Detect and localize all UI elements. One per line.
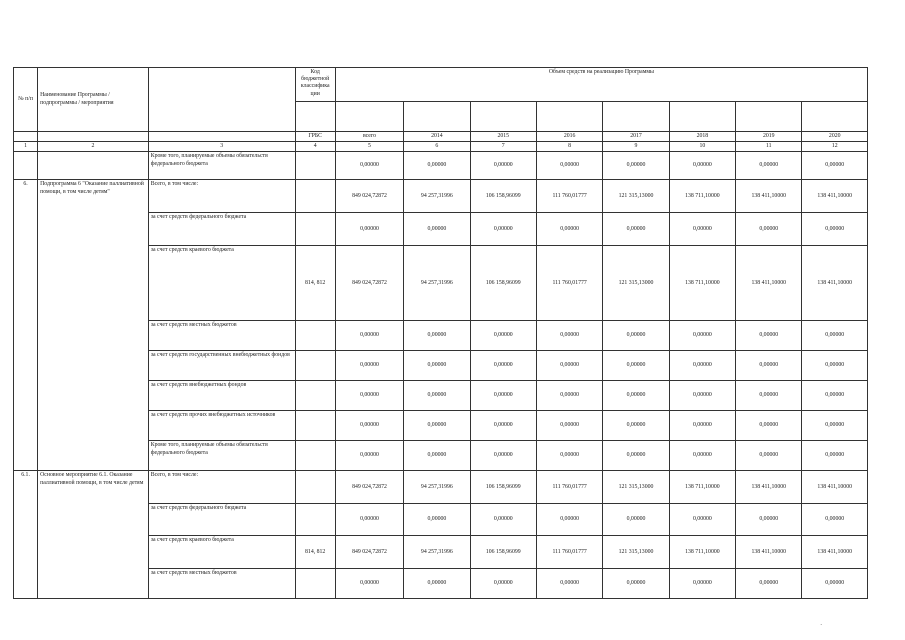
year-value-cell: 0,00000 [736, 213, 802, 246]
year-value-cell: 0,00000 [404, 321, 470, 351]
year-value-cell: 138 411,10000 [736, 180, 802, 213]
column-index-1: 1 [14, 142, 38, 152]
year-value-cell: 0,00000 [669, 351, 735, 381]
funding-source-label: за счет средств государственных внебюджетных фондов [148, 351, 295, 381]
year-value-cell: 0,00000 [669, 321, 735, 351]
year-value-cell: 106 158,96099 [470, 536, 536, 569]
year-value-cell: 0,00000 [603, 321, 669, 351]
year-value-cell: 0,00000 [603, 441, 669, 471]
year-value-cell: 0,00000 [470, 569, 536, 599]
column-index-12: 12 [802, 142, 868, 152]
subhead-empty [38, 132, 149, 142]
year-value-cell: 0,00000 [404, 381, 470, 411]
year-value-cell: 0,00000 [603, 504, 669, 536]
total-value-cell: 849 024,72872 [335, 536, 403, 569]
year-value-cell: 138 711,10000 [669, 180, 735, 213]
subhead-grbs: ГРБС [295, 132, 335, 142]
budget-code-cell [295, 569, 335, 599]
year-value-cell: 0,00000 [470, 213, 536, 246]
year-value-cell: 106 158,96099 [470, 471, 536, 504]
budget-code-cell: 814, 812 [295, 536, 335, 569]
scan-mark: · [820, 621, 823, 629]
funding-source-label: за счет средств прочих внебюджетных источников [148, 411, 295, 441]
year-value-cell: 0,00000 [802, 213, 868, 246]
year-value-cell: 0,00000 [603, 411, 669, 441]
column-index-9: 9 [603, 142, 669, 152]
year-value-cell: 0,00000 [404, 411, 470, 441]
year-value-cell: 138 411,10000 [736, 246, 802, 321]
budget-code-cell [295, 381, 335, 411]
funding-source-label: за счет средств федерального бюджета [148, 504, 295, 536]
total-value-cell: 0,00000 [335, 569, 403, 599]
year-value-cell: 121 315,13000 [603, 246, 669, 321]
subhead-empty [14, 132, 38, 142]
subhead-total: всего [335, 132, 403, 142]
total-value-cell: 849 024,72872 [335, 180, 403, 213]
subhead-year-2017: 2017 [603, 132, 669, 142]
column-index-3: 3 [148, 142, 295, 152]
year-value-cell: 111 760,01777 [536, 471, 602, 504]
subhead-year-2020: 2020 [802, 132, 868, 142]
year-value-cell: 0,00000 [404, 152, 470, 180]
column-index-11: 11 [736, 142, 802, 152]
year-value-cell: 0,00000 [603, 381, 669, 411]
year-value-cell: 0,00000 [470, 504, 536, 536]
budget-code-cell [295, 213, 335, 246]
funding-source-label: Всего, в том числе: [148, 180, 295, 213]
budget-code-cell [295, 411, 335, 441]
year-value-cell: 0,00000 [802, 569, 868, 599]
year-value-cell: 0,00000 [536, 381, 602, 411]
budget-table [13, 67, 868, 599]
total-value-cell: 0,00000 [335, 504, 403, 536]
header-year-spacer [802, 102, 868, 132]
year-value-cell: 0,00000 [536, 213, 602, 246]
year-value-cell: 94 257,31996 [404, 180, 470, 213]
year-value-cell: 94 257,31996 [404, 536, 470, 569]
funding-source-label: за счет средств краевого бюджета [148, 246, 295, 321]
year-value-cell: 0,00000 [802, 321, 868, 351]
year-value-cell: 0,00000 [669, 504, 735, 536]
year-value-cell: 0,00000 [404, 441, 470, 471]
year-value-cell: 0,00000 [669, 152, 735, 180]
year-value-cell: 0,00000 [536, 441, 602, 471]
row-number: 6. [14, 180, 38, 471]
year-value-cell: 111 760,01777 [536, 536, 602, 569]
header-year-spacer [669, 102, 735, 132]
funding-source-label: за счет средств местных бюджетов [148, 569, 295, 599]
subhead-year-2019: 2019 [736, 132, 802, 142]
year-value-cell: 0,00000 [470, 381, 536, 411]
header-year-spacer [404, 102, 470, 132]
header-year-spacer [736, 102, 802, 132]
header-program-name: Наименование Программы / подпрограммы / мероприятия [38, 68, 149, 132]
column-index-7: 7 [470, 142, 536, 152]
year-value-cell: 0,00000 [603, 152, 669, 180]
year-value-cell: 0,00000 [736, 411, 802, 441]
budget-code-cell: 814, 812 [295, 246, 335, 321]
program-name: Основное мероприятие 6.1. Оказание паллиативной помощи, в том числе детям [38, 471, 149, 599]
year-value-cell: 0,00000 [603, 351, 669, 381]
year-value-cell: 94 257,31996 [404, 471, 470, 504]
year-value-cell: 0,00000 [736, 504, 802, 536]
funding-source-label: за счет средств внебюджетных фондов [148, 381, 295, 411]
budget-code-cell [295, 180, 335, 213]
year-value-cell: 138 711,10000 [669, 536, 735, 569]
column-index-10: 10 [669, 142, 735, 152]
total-value-cell: 849 024,72872 [335, 246, 403, 321]
table-row [14, 471, 868, 504]
budget-code-cell [295, 321, 335, 351]
year-value-cell: 0,00000 [736, 381, 802, 411]
year-value-cell: 138 711,10000 [669, 246, 735, 321]
year-value-cell: 0,00000 [669, 411, 735, 441]
year-value-cell: 138 411,10000 [736, 536, 802, 569]
year-value-cell: 0,00000 [470, 321, 536, 351]
column-index-2: 2 [38, 142, 149, 152]
header-year-spacer [335, 102, 403, 132]
header-blank [148, 68, 295, 132]
subhead-year-2018: 2018 [669, 132, 735, 142]
column-index-8: 8 [536, 142, 602, 152]
year-value-cell: 111 760,01777 [536, 180, 602, 213]
subhead-empty [148, 132, 295, 142]
header-budget-code: Код бюджетной классифика ции [295, 68, 335, 102]
column-index-4: 4 [295, 142, 335, 152]
budget-code-cell [295, 504, 335, 536]
year-value-cell: 0,00000 [736, 321, 802, 351]
year-value-cell: 0,00000 [404, 213, 470, 246]
year-value-cell: 0,00000 [536, 321, 602, 351]
budget-code-cell [295, 152, 335, 180]
budget-code-cell [295, 471, 335, 504]
funding-source-label: Кроме того, планируемые объемы обязательств федерального бюджета [148, 441, 295, 471]
total-value-cell: 0,00000 [335, 411, 403, 441]
year-value-cell: 0,00000 [736, 351, 802, 381]
year-value-cell: 0,00000 [802, 351, 868, 381]
year-value-cell: 0,00000 [736, 569, 802, 599]
year-value-cell: 106 158,96099 [470, 180, 536, 213]
column-index-6: 6 [404, 142, 470, 152]
year-value-cell: 0,00000 [669, 569, 735, 599]
header-funds: Объем средств на реализацию Программы [335, 68, 867, 102]
year-value-cell: 0,00000 [404, 504, 470, 536]
subhead-year-2014: 2014 [404, 132, 470, 142]
budget-code-cell [295, 441, 335, 471]
funding-source-label: Кроме того, планируемые объемы обязательств федерального бюджета [148, 152, 295, 180]
year-value-cell: 0,00000 [470, 152, 536, 180]
year-value-cell: 106 158,96099 [470, 246, 536, 321]
header-code-spacer [295, 102, 335, 132]
year-value-cell: 0,00000 [603, 213, 669, 246]
table-row [14, 152, 868, 180]
year-value-cell: 0,00000 [536, 411, 602, 441]
year-value-cell: 138 711,10000 [669, 471, 735, 504]
budget-code-cell [295, 351, 335, 381]
year-value-cell: 0,00000 [802, 441, 868, 471]
year-value-cell: 0,00000 [802, 411, 868, 441]
subhead-year-2015: 2015 [470, 132, 536, 142]
year-value-cell: 0,00000 [536, 152, 602, 180]
subhead-year-2016: 2016 [536, 132, 602, 142]
program-name: Подпрограмма 6 "Оказание паллиативной помощи, в том числе детям" [38, 180, 149, 471]
year-value-cell: 0,00000 [404, 569, 470, 599]
funding-source-label: за счет средств федерального бюджета [148, 213, 295, 246]
year-value-cell: 0,00000 [802, 152, 868, 180]
program-name [38, 152, 149, 180]
year-value-cell: 94 257,31996 [404, 246, 470, 321]
year-value-cell: 0,00000 [669, 213, 735, 246]
year-value-cell: 138 411,10000 [802, 471, 868, 504]
year-value-cell: 0,00000 [470, 351, 536, 381]
header-year-spacer [603, 102, 669, 132]
funding-source-label: за счет средств краевого бюджета [148, 536, 295, 569]
total-value-cell: 0,00000 [335, 213, 403, 246]
column-index-5: 5 [335, 142, 403, 152]
year-value-cell: 0,00000 [536, 504, 602, 536]
year-value-cell: 0,00000 [802, 381, 868, 411]
total-value-cell: 0,00000 [335, 152, 403, 180]
header-year-spacer [536, 102, 602, 132]
year-value-cell: 0,00000 [536, 351, 602, 381]
row-number [14, 152, 38, 180]
total-value-cell: 0,00000 [335, 441, 403, 471]
year-value-cell: 138 411,10000 [802, 180, 868, 213]
row-number: 6.1. [14, 471, 38, 599]
year-value-cell: 0,00000 [802, 504, 868, 536]
year-value-cell: 121 315,13000 [603, 536, 669, 569]
funding-source-label: за счет средств местных бюджетов [148, 321, 295, 351]
funding-source-label: Всего, в том числе: [148, 471, 295, 504]
year-value-cell: 0,00000 [736, 152, 802, 180]
year-value-cell: 0,00000 [470, 441, 536, 471]
header-year-spacer [470, 102, 536, 132]
year-value-cell: 0,00000 [669, 381, 735, 411]
year-value-cell: 138 411,10000 [736, 471, 802, 504]
year-value-cell: 121 315,13000 [603, 180, 669, 213]
year-value-cell: 111 760,01777 [536, 246, 602, 321]
year-value-cell: 138 411,10000 [802, 246, 868, 321]
year-value-cell: 0,00000 [603, 569, 669, 599]
total-value-cell: 849 024,72872 [335, 471, 403, 504]
header-number: № п/п [14, 68, 38, 132]
total-value-cell: 0,00000 [335, 351, 403, 381]
table-row [14, 180, 868, 213]
year-value-cell: 138 411,10000 [802, 536, 868, 569]
total-value-cell: 0,00000 [335, 381, 403, 411]
total-value-cell: 0,00000 [335, 321, 403, 351]
year-value-cell: 121 315,13000 [603, 471, 669, 504]
year-value-cell: 0,00000 [470, 411, 536, 441]
year-value-cell: 0,00000 [536, 569, 602, 599]
year-value-cell: 0,00000 [669, 441, 735, 471]
year-value-cell: 0,00000 [404, 351, 470, 381]
year-value-cell: 0,00000 [736, 441, 802, 471]
